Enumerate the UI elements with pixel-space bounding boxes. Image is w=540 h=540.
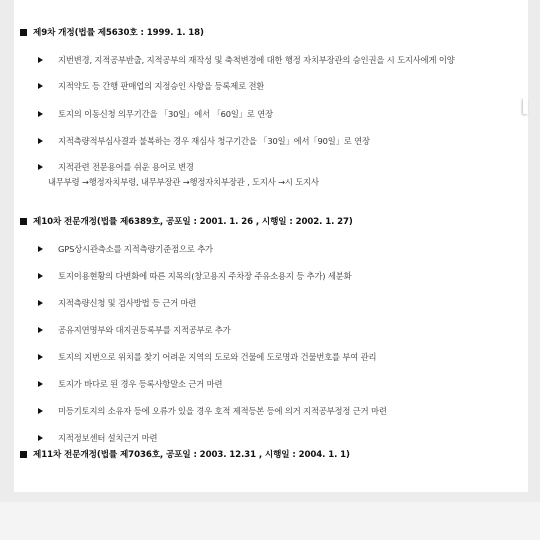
list-item — [38, 432, 157, 444]
list-item-text: 토지이용현황의 다변화에 따른 지목의(창고용지 주차장 주유소용지 등 추가) 세분화 — [58, 271, 352, 281]
arrow-bullet-icon — [38, 83, 43, 89]
list-item-text: 토지의 지번으로 위치를 찾기 어려운 지역의 도로와 건물에 도로명과 건물번호를 부여 관리 — [58, 352, 377, 362]
list-item — [38, 54, 455, 66]
list-item-text: GPS상시관측소를 지적측량기준점으로 추가 — [58, 244, 213, 254]
section-heading-9 — [20, 26, 204, 38]
arrow-bullet-icon — [38, 138, 43, 144]
list-item-text: 지적측량신청 및 검사방법 등 근거 마련 — [58, 298, 197, 308]
list-item — [38, 135, 370, 147]
arrow-bullet-icon — [38, 164, 43, 170]
arrow-bullet-icon — [38, 354, 43, 360]
list-item-continuation: 내무부령 →행정자치부령, 내무부장관 →행정자치부장관 , 도지사 →시 도지사 — [48, 177, 319, 187]
square-bullet-icon — [20, 29, 27, 36]
arrow-bullet-icon — [38, 408, 43, 414]
list-item-text: 지적약도 등 간행 판매업의 지정승인 사항을 등록제로 전환 — [58, 81, 265, 91]
list-item-text: 지번변경, 지적공부반출, 지적공부의 재작성 및 축척변경에 대한 행정 자치부장관의 승인권을 시 도지사에게 이양 — [58, 55, 455, 65]
list-item — [38, 351, 376, 363]
list-item — [38, 378, 222, 390]
arrow-bullet-icon — [38, 381, 43, 387]
arrow-bullet-icon — [38, 435, 43, 441]
section-heading-10 — [20, 215, 353, 227]
arrow-bullet-icon — [38, 57, 43, 63]
list-item-text: 지적측량적부심사결과 불복하는 경우 재심사 청구기간을 「30일」에서「90일」로 연장 — [58, 136, 370, 146]
section-heading-11 — [20, 448, 350, 460]
arrow-bullet-icon — [38, 327, 43, 333]
arrow-bullet-icon — [38, 273, 43, 279]
list-item — [38, 243, 213, 255]
list-item — [38, 80, 264, 92]
list-item-text: 공유지연명부와 대지권등록부를 지적공부로 추가 — [58, 325, 231, 335]
arrow-bullet-icon — [38, 246, 43, 252]
list-item-text: 미등기토지의 소유자 등에 오류가 있을 경우 호적 제적등본 등에 의거 지적공부정정 근거 마련 — [58, 406, 387, 416]
list-item — [38, 270, 351, 282]
list-item — [38, 297, 196, 309]
list-item-text: 지적정보센터 설치근거 마련 — [58, 433, 158, 443]
list-item-text: 토지가 바다로 된 경우 등록사항말소 근거 마련 — [58, 379, 223, 389]
section-title: 제9차 개정(법률 제5630호 : 1999. 1. 18) — [33, 28, 204, 38]
list-item — [38, 324, 231, 336]
arrow-bullet-icon — [38, 111, 43, 117]
list-item — [38, 405, 387, 417]
list-item — [38, 108, 273, 120]
list-item — [38, 161, 194, 173]
bottom-bar — [0, 502, 540, 540]
list-item-text: 토지의 이동신청 의무기간을 「30일」에서 「60일」로 연장 — [58, 109, 273, 119]
list-item-text: 지적관련 전문용어를 쉬운 용어로 변경 — [58, 162, 194, 172]
arrow-bullet-icon — [38, 300, 43, 306]
section-title: 제11차 전문개정(법률 제7036호, 공포일 : 2003. 12.31 , 시행일 : 2004. 1. 1) — [33, 450, 350, 460]
square-bullet-icon — [20, 218, 27, 225]
section-title: 제10차 전문개정(법률 제6389호, 공포일 : 2001. 1. 26 , 시행일 : 2002. 1. 27) — [33, 217, 353, 227]
square-bullet-icon — [20, 451, 27, 458]
page-edge-tab — [523, 98, 528, 114]
